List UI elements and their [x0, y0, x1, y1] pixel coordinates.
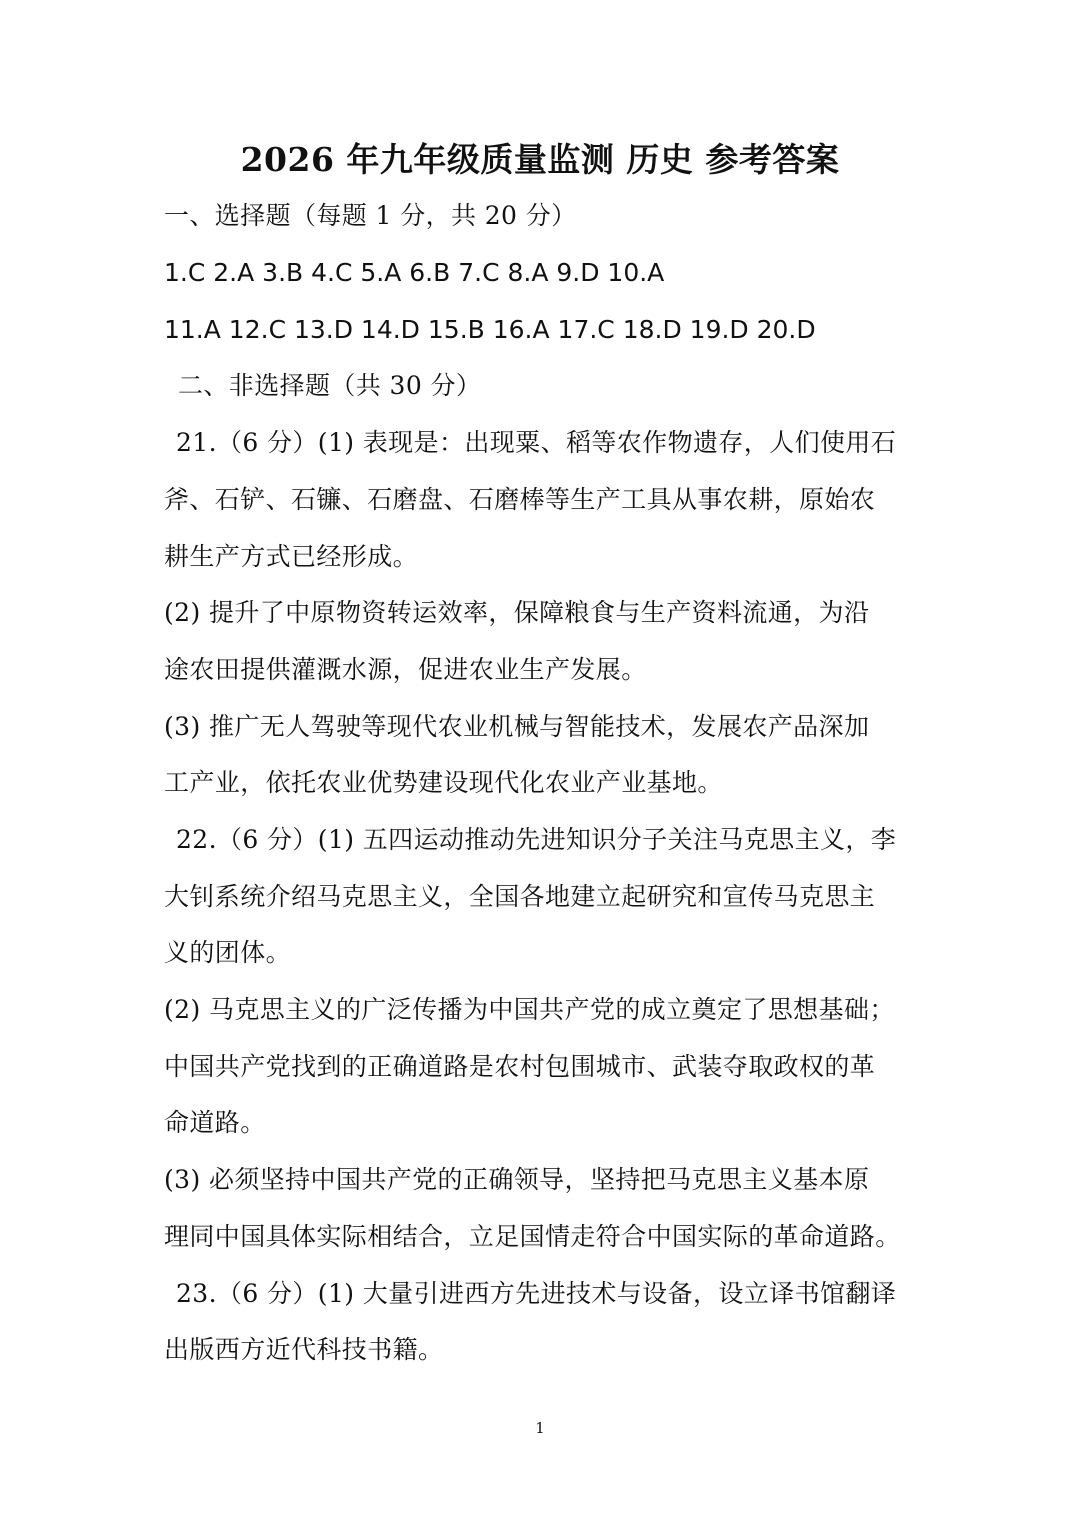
section2-heading: 二、非选择题（共 30 分）	[178, 371, 482, 400]
q22-p1-line3: 义的团体。	[164, 938, 292, 967]
q22-p3-line2: 理同中国具体实际相结合，立足国情走符合中国实际的革命道路。	[164, 1222, 901, 1251]
q21-p1-line3: 耕生产方式已经形成。	[164, 542, 419, 571]
q21-p1-line1: 21.（6 分）(1) 表现是：出现粟、稻等农作物遗存，人们使用石	[176, 428, 897, 457]
q21-p3-line2: 工产业，依托农业优势建设现代化农业产业基地。	[164, 768, 723, 797]
section1-heading: 一、选择题（每题 1 分，共 20 分）	[164, 201, 577, 230]
q22-p2-line3: 命道路。	[164, 1108, 266, 1137]
q22-p3-line1: (3) 必须坚持中国共产党的正确领导，坚持把马克思主义基本原	[164, 1165, 870, 1194]
answers-row-2: 11.A 12.C 13.D 14.D 15.B 16.A 17.C 18.D 19.D 20.D	[164, 315, 816, 344]
q21-p2-line2: 途农田提供灌溉水源，促进农业生产发展。	[164, 655, 647, 684]
q22-p2-line2: 中国共产党找到的正确道路是农村包围城市、武装夺取政权的革	[164, 1052, 876, 1081]
q23-p1-line2: 出版西方近代科技书籍。	[164, 1335, 444, 1364]
page-number: 1	[535, 1419, 545, 1437]
q22-p2-line1: (2) 马克思主义的广泛传播为中国共产党的成立奠定了思想基础；	[164, 995, 895, 1024]
answers-row-1: 1.C 2.A 3.B 4.C 5.A 6.B 7.C 8.A 9.D 10.A	[164, 258, 665, 287]
q22-p1-line2: 大钊系统介绍马克思主义，全国各地建立起研究和宣传马克思主	[164, 882, 876, 911]
q21-p3-line1: (3) 推广无人驾驶等现代农业机械与智能技术，发展农产品深加	[164, 712, 870, 741]
q21-p1-line2: 斧、石铲、石镰、石磨盘、石磨棒等生产工具从事农耕，原始农	[164, 485, 876, 514]
q22-p1-line1: 22.（6 分）(1) 五四运动推动先进知识分子关注马克思主义，李	[176, 825, 897, 854]
q23-p1-line1: 23.（6 分）(1) 大量引进西方先进技术与设备，设立译书馆翻译	[176, 1279, 897, 1308]
page-title: 2026 年九年级质量监测 历史 参考答案	[240, 140, 840, 179]
q21-p2-line1: (2) 提升了中原物资转运效率，保障粮食与生产资料流通，为沿	[164, 598, 870, 627]
